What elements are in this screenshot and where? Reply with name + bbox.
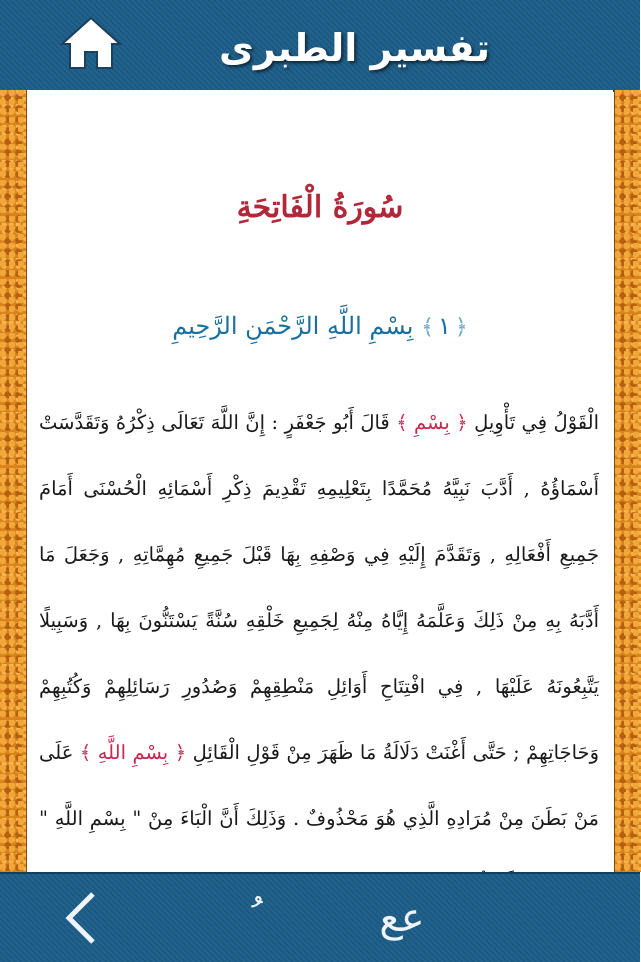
surah-title: سُورَةُ الْفَاتِحَةِ	[236, 190, 404, 225]
left-decorative-border	[0, 90, 27, 872]
tafsir-highlight: ﴿ بِسْمِ اللَّهِ ﴾	[79, 741, 187, 764]
tafsir-text	[39, 390, 599, 918]
bottom-toolbar	[0, 872, 640, 962]
tafsir-highlight: ﴿ بِسْمِ ﴾	[396, 411, 468, 434]
font-size-icon: عع	[379, 895, 425, 941]
tafsir-segment: عَلَى مَنْ بَطَنَ مِنْ مُرَادِهِ الَّذِي هُوَ مَحْذُوفٌ . وَذَلِكَ أَنَّ الْبَاءَ مِنْ " بِسْمِ اللَّهِ "	[39, 741, 599, 830]
tashkeel-button[interactable]	[222, 888, 272, 948]
home-button[interactable]	[58, 14, 124, 72]
chevron-left-icon	[61, 888, 101, 948]
app-title: تفسير الطبرى	[219, 26, 490, 70]
tafsir-segment: الْقَوْلُ فِي تَأْوِيلِ	[474, 411, 600, 434]
font-size-button[interactable]	[372, 888, 432, 948]
verse-open-ornament: ﴿	[454, 315, 468, 340]
back-button[interactable]	[56, 888, 106, 948]
tafsir-segment: قَالَ أَبُو جَعْفَرٍ : إِنَّ اللَّهَ تَعَالَى ذِكْرُهُ وَتَقَدَّسَتْ أَسْمَاؤُهُ , أَدَّبَ نَبِيَّهُ مُحَمَّدًا بِتَعْلِيمِهِ تَقْدِيمَ ذِكْرِ أَسْمَائِهِ الْحُسْنَى أَمَامَ جَمِيعِ أَفْعَالِهِ , وَتَقَدَّمَ إِلَيْهِ فِي وَصْفِهِ بِهَا قَبْلَ جَمِيعِ مُهِمَّاتِهِ , وَجَعَلَ مَا أَدَّبَهُ بِهِ مِنْ ذَلِكَ وَعَلَّمَهُ إِيَّاهُ مِنْهُ لِجَمِيعِ خَلْقِهِ سُنَّةً يَسْتَنُّونَ بِهَا , وَسَبِيلًا يَتَّبِعُونَهُ عَلَيْهَا , فِي افْتِتَاحِ أَوَائِلِ مَنْطِقِهِمْ وَصُدُورِ رَسَائِلِهِمْ وَكُتُبِهِمْ وَحَاجَاتِهِمْ ; حَتَّى أَغْنَتْ دَلَالَةُ مَا ظَهَرَ مِنْ قَوْلِ الْقَائِلِ	[39, 411, 599, 764]
header-bar	[0, 0, 640, 92]
right-decorative-border	[614, 90, 641, 872]
verse-text: بِسْمِ اللَّهِ الرَّحْمَنِ الرَّحِيمِ	[172, 312, 414, 340]
content-page[interactable]	[27, 90, 613, 872]
home-icon	[58, 14, 124, 72]
verse-number: ١	[437, 312, 451, 340]
verse-close-ornament: ﴾	[421, 315, 434, 340]
verse-line	[27, 312, 613, 340]
